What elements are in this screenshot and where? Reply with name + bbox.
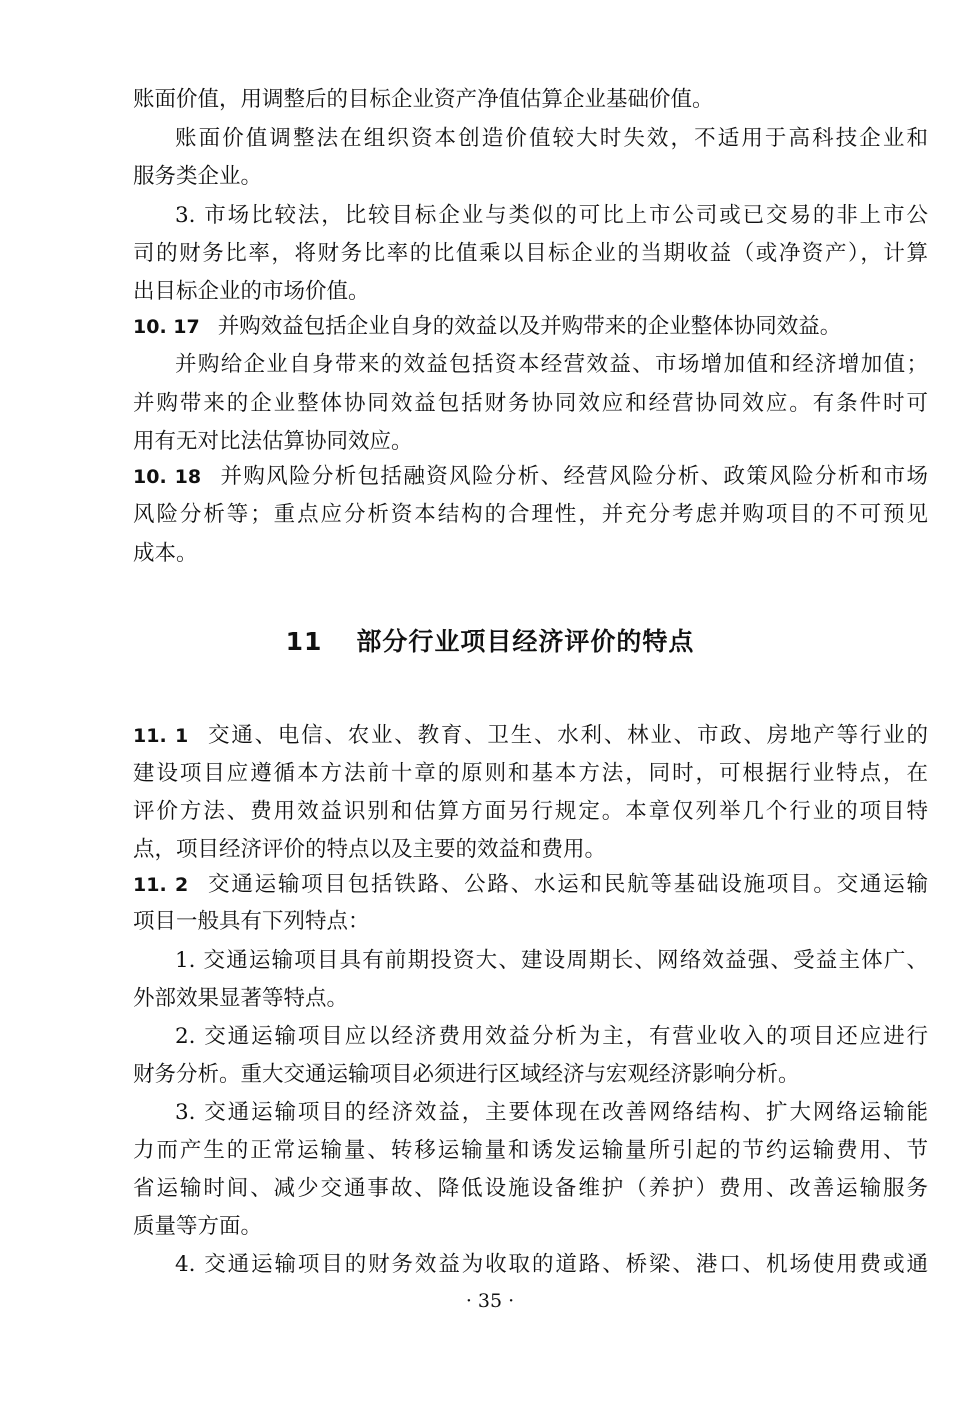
text-line: 力而产生的正常运输量、转移运输量和诱发运输量所引起的节约运输费用、节 [133,1138,928,1163]
text-line: 成本。 [133,541,198,566]
text-line: 风险分析等；重点应分析资本结构的合理性，并充分考虑并购项目的不可预见 [133,502,928,527]
chapter-number: 11 [285,627,323,656]
chapter-heading [0,620,980,664]
clause-text: 交通运输项目包括铁路、公路、水运和民航等基础设施项目。交通运输 [206,872,928,897]
text-line: 服务类企业。 [133,164,263,189]
clause-text: 交通、电信、农业、教育、卫生、水利、林业、市政、房地产等行业的 [206,723,928,748]
text-line: 并购给企业自身带来的效益包括资本经营效益、市场增加值和经济增加值； [175,352,928,377]
clause-number: 11. 1 [133,725,189,747]
text-line: 项目一般具有下列特点： [133,909,370,934]
text-line: 点，项目经济评价的特点以及主要的效益和费用。 [133,837,607,862]
text-line: 并购带来的企业整体协同效益包括财务协同效应和经营协同效应。有条件时可 [133,391,928,416]
text-line: 质量等方面。 [133,1214,263,1239]
text-line: 省运输时间、减少交通事故、降低设施设备维护（养护）费用、改善运输服务 [133,1176,928,1201]
clause-number: 11. 2 [133,874,189,896]
text-line: 建设项目应遵循本方法前十章的原则和基本方法，同时，可根据行业特点，在 [133,761,928,786]
clause-10-18 [133,458,928,496]
clause-10-17 [133,308,928,346]
clause-number: 10. 17 [133,316,200,338]
text-line: 用有无对比法估算协同效应。 [133,429,413,454]
text-line: 账面价值调整法在组织资本创造价值较大时失效，不适用于高科技企业和 [175,126,928,151]
chapter-title: 部分行业项目经济评价的特点 [356,627,695,656]
clause-text: 并购效益包括企业自身的效益以及并购带来的企业整体协同效益。 [217,314,842,339]
clause-11-1 [133,717,928,755]
text-line: 司的财务比率，将财务比率的比值乘以目标企业的当期收益（或净资产），计算 [133,241,928,266]
text-line: 账面价值，用调整后的目标企业资产净值估算企业基础价值。 [133,87,714,112]
text-line: 评价方法、费用效益识别和估算方面另行规定。本章仅列举几个行业的项目特 [133,799,928,824]
page-number: · 35 · [465,1290,515,1312]
text-line: 出目标企业的市场价值。 [133,279,370,304]
text-line: 外部效果显著等特点。 [133,986,349,1011]
text-line: 财务分析。重大交通运输项目必须进行区域经济与宏观经济影响分析。 [133,1062,800,1087]
clause-11-2 [133,866,928,904]
clause-number: 10. 18 [133,466,202,488]
clause-text: 并购风险分析包括融资风险分析、经营风险分析、政策风险分析和市场 [219,464,928,489]
text-line: 4. 交通运输项目的财务效益为收取的道路、桥梁、港口、机场使用费或通 [175,1252,928,1277]
text-line: 3. 市场比较法，比较目标企业与类似的可比上市公司或已交易的非上市公 [175,203,928,228]
text-line: 3. 交通运输项目的经济效益，主要体现在改善网络结构、扩大网络运输能 [175,1100,928,1125]
text-line: 2. 交通运输项目应以经济费用效益分析为主，有营业收入的项目还应进行 [175,1024,928,1049]
text-line: 1. 交通运输项目具有前期投资大、建设周期长、网络效益强、受益主体广、 [175,948,928,973]
